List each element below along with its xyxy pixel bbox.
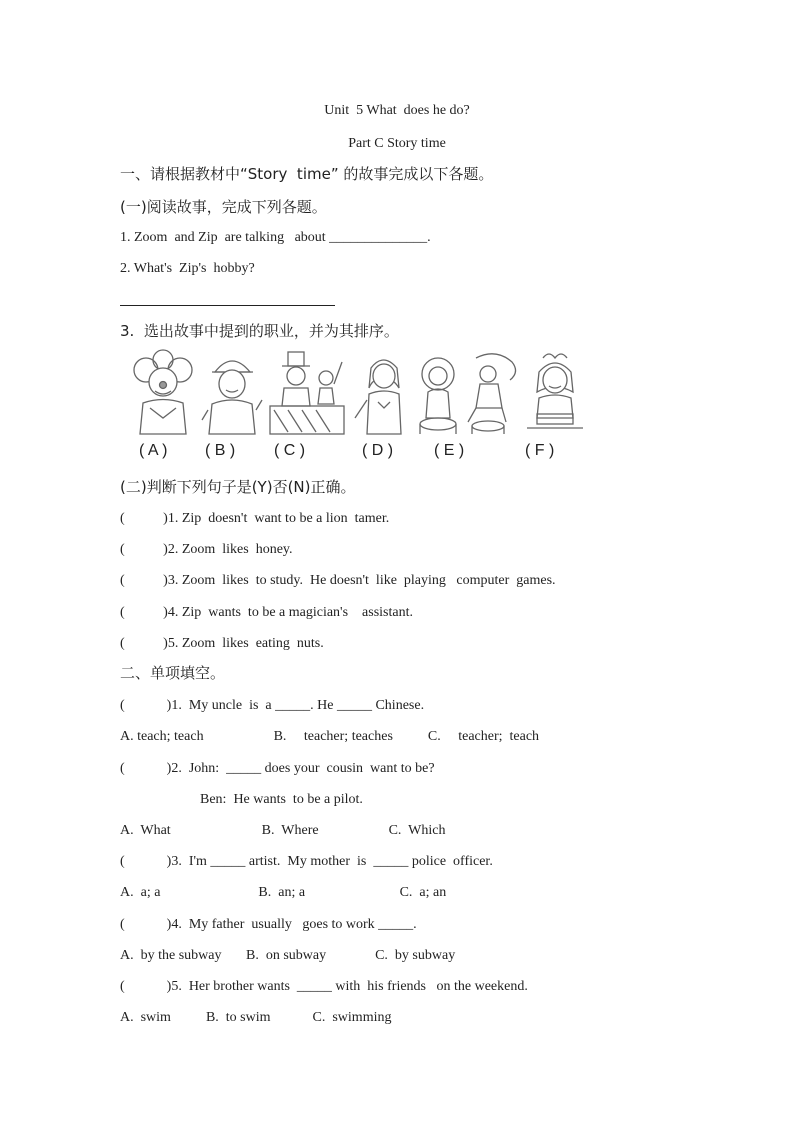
mc-question-3: ( )3. I'm _____ artist. My mother is _____ police officer. <box>120 854 493 869</box>
part1-heading: (一)阅读故事，完成下列各题。 <box>120 198 327 216</box>
tf-item-5: ( )5. Zoom likes eating nuts. <box>120 636 324 651</box>
picture-label-e: ( E ) <box>434 442 465 459</box>
mc-question-1: ( )1. My uncle is a _____. He _____ Chinese. <box>120 698 425 713</box>
mc-options-1: A. teach; teach B. teacher; teaches C. teacher; teach <box>120 729 540 744</box>
page-subtitle: Part C Story time <box>348 136 446 151</box>
magician-picture <box>268 348 348 436</box>
mc-options-4: A. by the subway B. on subway C. by subway <box>120 948 456 963</box>
answer-blank-line <box>120 305 335 306</box>
mc-question-4: ( )4. My father usually goes to work _____. <box>120 917 417 932</box>
section2-heading: 二、单项填空。 <box>120 664 226 682</box>
job-pictures <box>128 348 588 436</box>
question-1: 1. Zoom and Zip are talking about ______________. <box>120 230 431 245</box>
lion-tamer-picture <box>416 348 536 436</box>
page-title: Unit 5 What does he do? <box>324 103 470 118</box>
tf-item-2: ( )2. Zoom likes honey. <box>120 542 293 557</box>
teacher-picture <box>353 348 413 436</box>
mc-options-5: A. swim B. to swim C. swimming <box>120 1010 392 1025</box>
clown-picture <box>128 348 198 436</box>
mc-question-2: ( )2. John: _____ does your cousin want to be? <box>120 761 435 776</box>
tf-item-1: ( )1. Zip doesn't want to be a lion tamer. <box>120 511 390 526</box>
picture-label-d: ( D ) <box>362 442 394 459</box>
worker-picture <box>200 348 265 436</box>
tf-item-4: ( )4. Zip wants to be a magician's assistant. <box>120 605 413 620</box>
tf-item-3: ( )3. Zoom likes to study. He doesn't like playing computer games. <box>120 573 556 588</box>
picture-label-a: ( A ) <box>139 442 168 459</box>
mc-options-2: A. What B. Where C. Which <box>120 823 446 838</box>
mc-options-3: A. a; a B. an; a C. a; an <box>120 885 447 900</box>
question-3: 3. 选出故事中提到的职业，并为其排序。 <box>120 322 399 340</box>
part2-heading: (二)判断下列句子是(Y)否(N)正确。 <box>120 478 356 496</box>
mc-question-2-reply: Ben: He wants to be a pilot. <box>200 792 363 807</box>
question-2: 2. What's Zip's hobby? <box>120 261 255 276</box>
section1-heading: 一、请根据教材中“Story time” 的故事完成以下各题。 <box>120 165 494 183</box>
picture-label-f: ( F ) <box>525 442 555 459</box>
mc-question-5: ( )5. Her brother wants _____ with his friends on the weekend. <box>120 979 528 994</box>
picture-label-b: ( B ) <box>205 442 236 459</box>
picture-label-c: ( C ) <box>274 442 306 459</box>
cook-picture <box>523 348 588 436</box>
